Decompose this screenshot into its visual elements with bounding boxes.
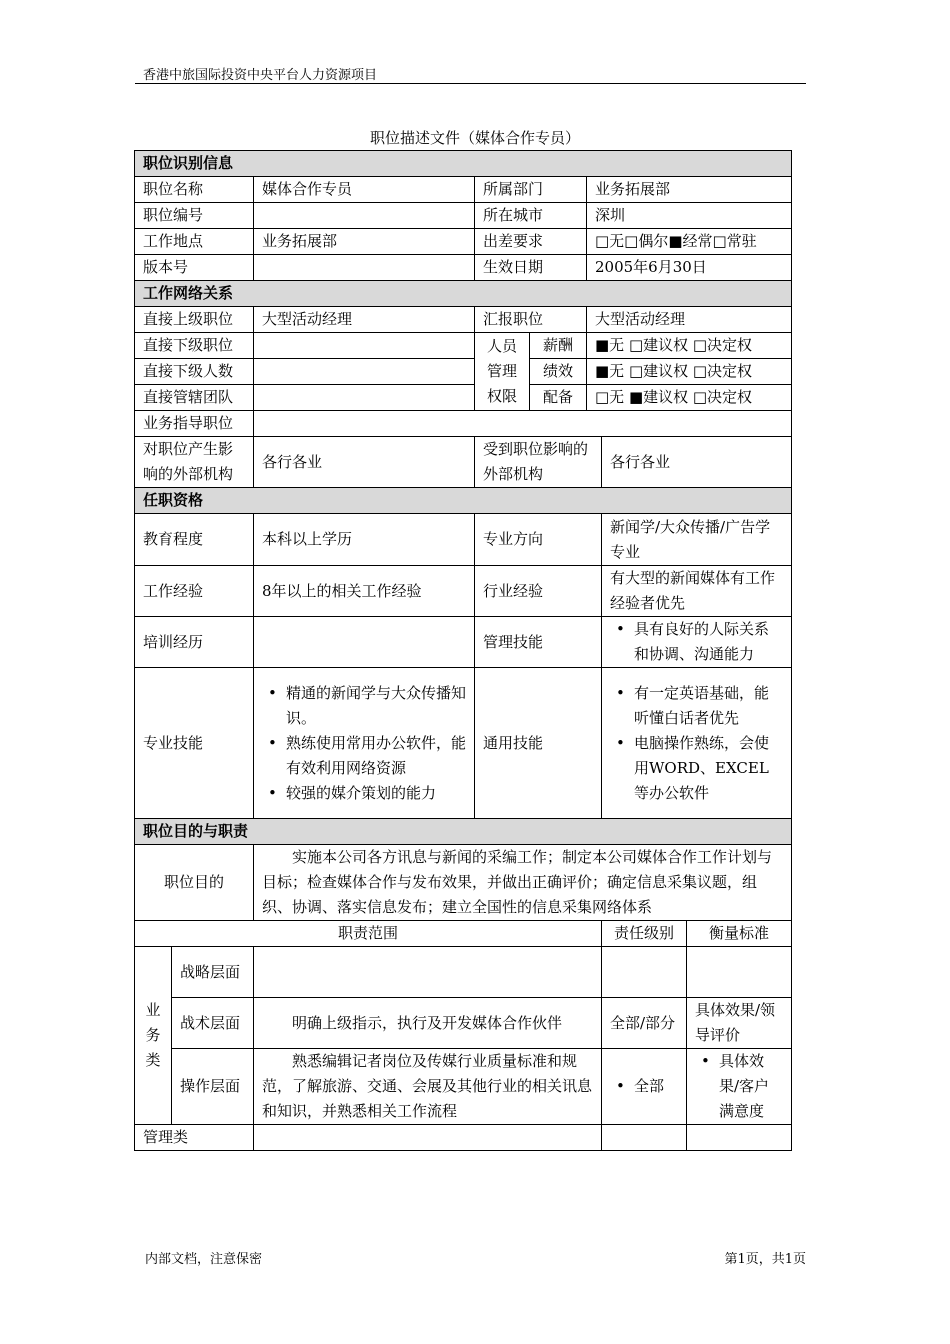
- header-rule: [135, 83, 806, 84]
- label-salary-authority: 薪酬: [530, 333, 587, 359]
- value-management-scope: [254, 1125, 602, 1151]
- value-education: 本科以上学历: [254, 514, 475, 566]
- label-direct-superior: 直接上级职位: [135, 307, 254, 333]
- value-management-level: [602, 1125, 687, 1151]
- section-qualification: 任职资格: [135, 488, 792, 514]
- footer-page-number: 第1页，共1页: [724, 1252, 806, 1267]
- label-industry-experience: 行业经验: [475, 566, 602, 617]
- value-department: 业务拓展部: [587, 177, 792, 203]
- section-network: 工作网络关系: [135, 281, 792, 307]
- value-work-location: 业务拓展部: [254, 229, 475, 255]
- value-major: 新闻学/大众传播/广告学专业: [602, 514, 792, 566]
- document-title: 职位描述文件（媒体合作专员）: [369, 129, 580, 147]
- value-performance-authority: ■无 □建议权 □决定权: [587, 359, 792, 385]
- value-tactical-level: 全部/部分: [602, 998, 687, 1049]
- label-operational-level: 操作层面: [172, 1049, 254, 1125]
- label-position-name: 职位名称: [135, 177, 254, 203]
- authority-label: 人员 管理 权限: [475, 333, 530, 411]
- value-direct-subordinate: [254, 333, 475, 359]
- list-item: • 精通的新闻学与大众传播知识。: [286, 681, 466, 731]
- value-operational-measure: [687, 1049, 792, 1125]
- list-item: • 有一定英语基础，能听懂白话者优先: [634, 681, 783, 731]
- value-salary-authority: ■无 □建议权 □决定权: [587, 333, 792, 359]
- label-subordinate-count: 直接下级人数: [135, 359, 254, 385]
- label-travel: 出差要求: [475, 229, 587, 255]
- value-report-to: 大型活动经理: [587, 307, 792, 333]
- value-tactical-measure: 具体效果/领导评价: [687, 998, 792, 1049]
- label-report-to: 汇报职位: [475, 307, 587, 333]
- label-management-category: 管理类: [135, 1125, 254, 1151]
- page-header: 香港中旅国际投资中央平台人力资源项目: [143, 68, 378, 83]
- value-version: [254, 255, 475, 281]
- value-managed-team: [254, 385, 475, 411]
- value-management-skills: [602, 617, 792, 668]
- value-industry-experience: 有大型的新闻媒体有工作经验者优先: [602, 566, 792, 617]
- value-strategic-scope: [254, 947, 602, 998]
- label-managed-team: 直接管辖团队: [135, 385, 254, 411]
- label-work-location: 工作地点: [135, 229, 254, 255]
- value-strategic-measure: [687, 947, 792, 998]
- value-city: 深圳: [587, 203, 792, 229]
- list-item: • 电脑操作熟练，会使用WORD、EXCEL等办公软件: [634, 731, 783, 806]
- label-staffing-authority: 配备: [530, 385, 587, 411]
- label-training: 培训经历: [135, 617, 254, 668]
- label-influenced-orgs: 受到职位影响的外部机构: [475, 437, 602, 488]
- label-general-skills: 通用技能: [475, 668, 602, 819]
- list-item: • 全部: [634, 1074, 678, 1099]
- value-position-code: [254, 203, 475, 229]
- value-position-purpose: 实施本公司各方讯息与新闻的采编工作；制定本公司媒体合作工作计划与目标；检查媒体合作与发布效果，并做出正确评价；确定信息采集议题，组织、协调、落实信息发布；建立全国性的信息采集网络体系: [254, 845, 792, 921]
- value-training: [254, 617, 475, 668]
- label-effective-date: 生效日期: [475, 255, 587, 281]
- value-subordinate-count: [254, 359, 475, 385]
- list-item: • 具体效果/客户满意度: [719, 1049, 783, 1124]
- label-city: 所在城市: [475, 203, 587, 229]
- list-item: • 具有良好的人际关系和协调、沟通能力: [634, 617, 783, 667]
- value-staffing-authority: □无 ■建议权 □决定权: [587, 385, 792, 411]
- job-description-table: [134, 150, 792, 1151]
- value-strategic-level: [602, 947, 687, 998]
- value-position-name: 媒体合作专员: [254, 177, 475, 203]
- label-performance-authority: 绩效: [530, 359, 587, 385]
- label-management-skills: 管理技能: [475, 617, 602, 668]
- value-direct-superior: 大型活动经理: [254, 307, 475, 333]
- label-position-code: 职位编号: [135, 203, 254, 229]
- list-item: • 熟练使用常用办公软件，能有效利用网络资源: [286, 731, 466, 781]
- label-version: 版本号: [135, 255, 254, 281]
- value-business-guidance: [254, 411, 792, 437]
- label-education: 教育程度: [135, 514, 254, 566]
- value-influenced-orgs: 各行各业: [602, 437, 792, 488]
- label-work-experience: 工作经验: [135, 566, 254, 617]
- label-influencing-orgs: 对职位产生影响的外部机构: [135, 437, 254, 488]
- value-work-experience: 8年以上的相关工作经验: [254, 566, 475, 617]
- value-operational-level: [602, 1049, 687, 1125]
- list-item: • 较强的媒介策划的能力: [286, 781, 466, 806]
- label-business-guidance: 业务指导职位: [135, 411, 254, 437]
- section-identity: 职位识别信息: [135, 151, 792, 177]
- value-tactical-scope: 明确上级指示，执行及开发媒体合作伙伴: [254, 998, 602, 1049]
- label-direct-subordinate: 直接下级职位: [135, 333, 254, 359]
- value-professional-skills: [254, 668, 475, 819]
- label-major: 专业方向: [475, 514, 602, 566]
- value-general-skills: [602, 668, 792, 819]
- value-operational-scope: 熟悉编辑记者岗位及传媒行业质量标准和规范，了解旅游、交通、会展及其他行业的相关讯息和知识，并熟悉相关工作流程: [254, 1049, 602, 1125]
- value-travel: □无□偶尔■经常□常驻: [587, 229, 792, 255]
- section-duties: 职位目的与职责: [135, 819, 792, 845]
- value-management-measure: [687, 1125, 792, 1151]
- value-influencing-orgs: 各行各业: [254, 437, 475, 488]
- label-department: 所属部门: [475, 177, 587, 203]
- footer-confidential: 内部文档，注意保密: [145, 1252, 263, 1267]
- header-responsibility-level: 责任级别: [602, 921, 687, 947]
- header-duty-scope: 职责范围: [135, 921, 602, 947]
- label-strategic-level: 战略层面: [172, 947, 254, 998]
- label-tactical-level: 战术层面: [172, 998, 254, 1049]
- label-professional-skills: 专业技能: [135, 668, 254, 819]
- value-effective-date: 2005年6月30日: [587, 255, 792, 281]
- label-business-category: 业务类: [135, 947, 172, 1125]
- header-measure: 衡量标准: [687, 921, 792, 947]
- label-position-purpose: 职位目的: [135, 845, 254, 921]
